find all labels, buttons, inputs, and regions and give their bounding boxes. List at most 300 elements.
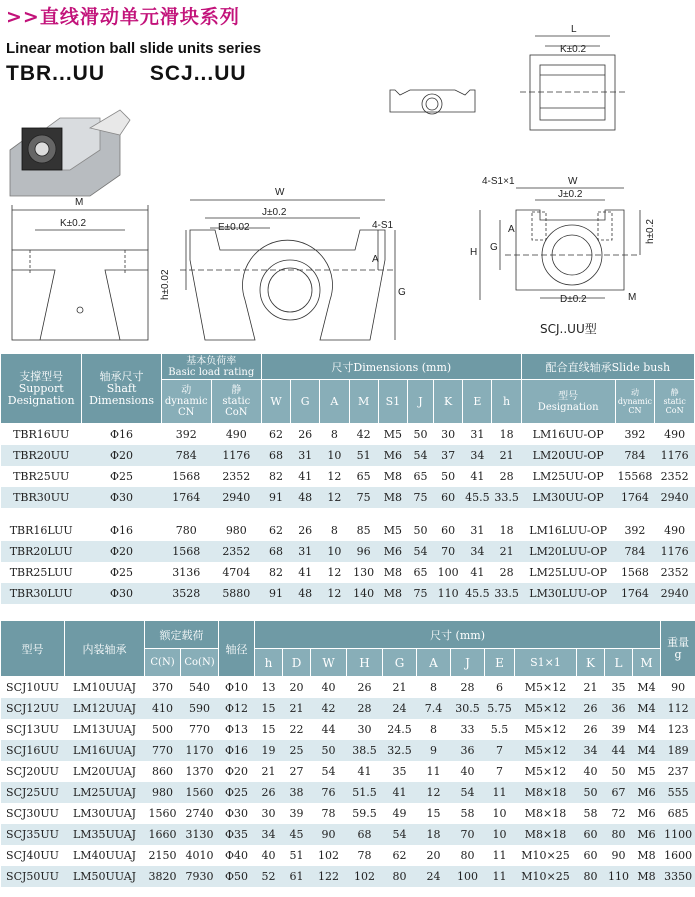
table-cell: SCJ25UU [1, 782, 65, 803]
table-cell: 48 [291, 583, 320, 604]
table-cell: 8 [417, 677, 451, 699]
load-en: Basic load rating [168, 366, 255, 378]
table-cell: M4 [633, 740, 661, 761]
table-cell: 62 [261, 424, 290, 446]
table-cell: 10 [320, 541, 349, 562]
dim-label-h-mid: h±0.02 [160, 269, 171, 300]
table-cell: 1176 [655, 445, 695, 466]
page-title-cn: >>直线滑动单元滑块系列 [6, 6, 240, 28]
table-cell: 100 [451, 866, 485, 887]
table-cell: 45.5 [463, 583, 492, 604]
table-cell: 21 [492, 541, 521, 562]
table-cell: 28 [492, 562, 521, 583]
col-A: A [320, 380, 349, 424]
table-cell: LM50UUAJ [65, 866, 145, 887]
table-cell: 2352 [655, 466, 695, 487]
table-cell: Φ16 [82, 520, 161, 541]
table-cell: Φ50 [219, 866, 255, 887]
drawing-tbr-middle [180, 200, 395, 340]
load-cn: 基本负荷率 [186, 355, 237, 367]
table-cell: 21 [283, 698, 311, 719]
table-cell: TBR30LUU [1, 583, 82, 604]
table-cell: M8×18 [515, 824, 577, 845]
table-cell: 12 [320, 562, 349, 583]
tbr-spec-table [0, 353, 695, 604]
table-cell: M4 [633, 719, 661, 740]
table-cell: SCJ13UU [1, 719, 65, 740]
table-cell: 102 [311, 845, 347, 866]
table-cell: LM16UUAJ [65, 740, 145, 761]
table-cell: 122 [311, 866, 347, 887]
drawing-top-front [390, 90, 475, 114]
dim-label-G-scj: G [490, 242, 498, 253]
page-title-en: Linear motion ball slide units series [6, 40, 262, 57]
col-bush-desig: 型号 Designation [521, 380, 615, 424]
table-cell: 61 [283, 866, 311, 887]
table-cell: 68 [261, 541, 290, 562]
table-cell: M8 [378, 562, 407, 583]
table-cell: 76 [311, 782, 347, 803]
table-cell: LM16UU-OP [521, 424, 615, 446]
table-cell: 36 [605, 698, 633, 719]
table-cell: 38.5 [347, 740, 383, 761]
table-cell: 54 [451, 782, 485, 803]
table-cell: 96 [349, 541, 378, 562]
table-cell: 12 [417, 782, 451, 803]
table-cell: 21 [255, 761, 283, 782]
table-row [1, 445, 695, 466]
table-row [1, 719, 695, 740]
dim-label-K-top: K±0.2 [560, 44, 587, 55]
table-cell: M5 [378, 424, 407, 446]
table-cell: Φ30 [219, 803, 255, 824]
table-row [1, 583, 695, 604]
table-cell: 15568 [615, 466, 655, 487]
col-support: 支撑型号 Support Designation [1, 354, 82, 424]
table-cell: 3130 [181, 824, 219, 845]
table-cell: 1568 [161, 466, 211, 487]
table-cell: 24 [417, 866, 451, 887]
table-cell: 100 [434, 562, 463, 583]
table-cell: 392 [161, 424, 211, 446]
dim-label-S1-scj: 4-S1×1 [482, 176, 515, 187]
table-cell: 50 [407, 424, 433, 446]
table-cell: 54 [407, 445, 433, 466]
table-cell: 26 [347, 677, 383, 699]
table-cell: LM10UUAJ [65, 677, 145, 699]
table-cell: 67 [605, 782, 633, 803]
table-cell: 37 [434, 445, 463, 466]
dim-label-S1-mid: 4-S1 [372, 220, 394, 231]
table-row [1, 782, 695, 803]
table-cell: 1568 [161, 541, 211, 562]
table-cell: 65 [407, 466, 433, 487]
table-cell: 35 [605, 677, 633, 699]
table-cell: 1100 [661, 824, 695, 845]
table-cell: M8 [378, 466, 407, 487]
dim-label-A-mid: A [372, 254, 379, 265]
table-cell: 2940 [655, 487, 695, 508]
table-cell: 2940 [655, 583, 695, 604]
table-cell: 45 [283, 824, 311, 845]
table-cell: SCJ10UU [1, 677, 65, 699]
table-cell: 11 [485, 782, 515, 803]
table-cell: SCJ35UU [1, 824, 65, 845]
table-cell: Φ30 [82, 583, 161, 604]
table-row [1, 824, 695, 845]
table-cell: 40 [577, 761, 605, 782]
table-cell: 80 [605, 824, 633, 845]
table-cell: 237 [661, 761, 695, 782]
table-cell: 50 [605, 761, 633, 782]
table-cell: 8 [417, 719, 451, 740]
table-cell: 555 [661, 782, 695, 803]
table-cell: 7 [485, 740, 515, 761]
table-cell: 35 [383, 761, 417, 782]
table-row [1, 424, 695, 446]
table-cell: 110 [605, 866, 633, 887]
table-cell: 34 [577, 740, 605, 761]
table-cell: 80 [577, 866, 605, 887]
table-cell: 102 [347, 866, 383, 887]
table-cell: 58 [451, 803, 485, 824]
table-cell: 21 [577, 677, 605, 699]
col2-K: K [577, 649, 605, 677]
table-cell: 33 [451, 719, 485, 740]
dim-label-E-mid: E±0.02 [218, 222, 250, 233]
table-cell: M5×12 [515, 719, 577, 740]
col2-shaft: 轴径 [219, 621, 255, 677]
table-cell: M6 [378, 541, 407, 562]
col-J: J [407, 380, 433, 424]
col2-c: C(N) [145, 649, 181, 677]
table-cell: 490 [211, 424, 261, 446]
table-cell: 1176 [211, 445, 261, 466]
table-cell: 12 [320, 466, 349, 487]
table-cell: 490 [655, 424, 695, 446]
table-cell: LM25UU-OP [521, 466, 615, 487]
table-cell: 770 [181, 719, 219, 740]
table-cell: 68 [347, 824, 383, 845]
table-cell: M5×12 [515, 740, 577, 761]
table-cell: LM16LUU-OP [521, 520, 615, 541]
dim-label-J-scj: J±0.2 [558, 189, 583, 200]
table-cell: 49 [383, 803, 417, 824]
table-row [1, 541, 695, 562]
table-cell: 28 [347, 698, 383, 719]
table-cell: 82 [261, 466, 290, 487]
table-cell: 2740 [181, 803, 219, 824]
table-cell: 10 [320, 445, 349, 466]
col2-dims: 尺寸 (mm) [255, 621, 661, 649]
table-cell: 58 [577, 803, 605, 824]
table-cell: 59.5 [347, 803, 383, 824]
table-cell: 68 [261, 445, 290, 466]
table-cell: 42 [349, 424, 378, 446]
table-cell: 540 [181, 677, 219, 699]
table-cell: 41 [383, 782, 417, 803]
col2-L: L [605, 649, 633, 677]
table-cell: M8×18 [515, 782, 577, 803]
table-cell: 21 [492, 445, 521, 466]
table-cell: 44 [311, 719, 347, 740]
table-cell: SCJ40UU [1, 845, 65, 866]
table-cell: 51 [283, 845, 311, 866]
product-photo [10, 110, 130, 196]
table-cell: 1764 [615, 487, 655, 508]
table-cell: 784 [615, 445, 655, 466]
table-cell: 24.5 [383, 719, 417, 740]
table-cell: 38 [283, 782, 311, 803]
table-cell: 31 [463, 520, 492, 541]
table-cell: 8 [320, 520, 349, 541]
table-cell: Φ40 [219, 845, 255, 866]
col-W: W [261, 380, 290, 424]
table-cell: TBR20LUU [1, 541, 82, 562]
table-cell: 90 [311, 824, 347, 845]
table-cell: Φ12 [219, 698, 255, 719]
table-cell: 21 [383, 677, 417, 699]
table-cell: 28 [492, 466, 521, 487]
table-cell: M5 [378, 520, 407, 541]
table-cell: SCJ16UU [1, 740, 65, 761]
table-cell: 90 [661, 677, 695, 699]
table-cell: 784 [161, 445, 211, 466]
table-cell: 45.5 [463, 487, 492, 508]
table-cell: 60 [577, 824, 605, 845]
col2-J: J [451, 649, 485, 677]
table-cell: 3820 [145, 866, 181, 887]
table-cell: 34 [463, 541, 492, 562]
table-cell: 34 [255, 824, 283, 845]
table-cell: 11 [485, 866, 515, 887]
table-cell: M8 [633, 845, 661, 866]
table-cell: LM30LUU-OP [521, 583, 615, 604]
dim-label-L: L [571, 24, 577, 35]
technical-drawings [0, 0, 695, 352]
table-cell: TBR16LUU [1, 520, 82, 541]
table-cell: LM25UUAJ [65, 782, 145, 803]
table-cell: 51.5 [347, 782, 383, 803]
table-cell: 75 [407, 487, 433, 508]
table-cell: 62 [261, 520, 290, 541]
table-cell: 54 [311, 761, 347, 782]
col2-S1: S1×1 [515, 649, 577, 677]
table-cell: LM20LUU-OP [521, 541, 615, 562]
table-cell: 1560 [181, 782, 219, 803]
table-cell: 5.5 [485, 719, 515, 740]
table-cell: 75 [407, 583, 433, 604]
table-row [1, 866, 695, 887]
table-cell: 1560 [145, 803, 181, 824]
table-cell: 20 [283, 677, 311, 699]
table-cell: 50 [311, 740, 347, 761]
table-cell: 85 [349, 520, 378, 541]
table-cell: 370 [145, 677, 181, 699]
table-cell: Φ25 [219, 782, 255, 803]
dim-label-G-mid: G [398, 287, 406, 298]
table-cell: 19 [255, 740, 283, 761]
col-shaft: 轴承尺寸 Shaft Dimensions [82, 354, 161, 424]
table-cell: 9 [417, 740, 451, 761]
table-cell: M6 [633, 803, 661, 824]
col-bush-dyn: 动 dynamic CN [615, 380, 655, 424]
table-cell: 41 [291, 562, 320, 583]
table-cell: 1568 [615, 562, 655, 583]
table-cell: 10 [485, 803, 515, 824]
model-tbr: TBR...UU [6, 62, 105, 85]
table-cell: 39 [283, 803, 311, 824]
table-cell: M6 [633, 824, 661, 845]
table-cell: 80 [451, 845, 485, 866]
table-cell: 392 [615, 520, 655, 541]
table-cell: LM20UU-OP [521, 445, 615, 466]
table-cell: M10×25 [515, 866, 577, 887]
col-E: E [463, 380, 492, 424]
table-cell: M4 [633, 698, 661, 719]
table-cell: 15 [417, 803, 451, 824]
dim-label-K-front: K±0.2 [60, 218, 87, 229]
table-row [1, 803, 695, 824]
table-cell: 7 [485, 761, 515, 782]
table-cell: 392 [615, 424, 655, 446]
col-load-group [161, 354, 261, 380]
col-dims-group: 尺寸Dimensions (mm) [261, 354, 521, 380]
table-cell: Φ16 [219, 740, 255, 761]
table-cell: 42 [311, 698, 347, 719]
table-cell: M5×12 [515, 677, 577, 699]
table-cell: 860 [145, 761, 181, 782]
table-cell: 5.75 [485, 698, 515, 719]
table-cell: 70 [451, 824, 485, 845]
table-cell: 15 [255, 719, 283, 740]
table-cell: 50 [434, 466, 463, 487]
table-cell: 41 [347, 761, 383, 782]
table-cell: Φ30 [82, 487, 161, 508]
col2-M: M [633, 649, 661, 677]
table-row [1, 677, 695, 699]
table-cell: 44 [605, 740, 633, 761]
table-cell: 20 [417, 845, 451, 866]
table-cell: 980 [211, 520, 261, 541]
table-cell: 6 [485, 677, 515, 699]
table-cell: 1764 [615, 583, 655, 604]
table-cell: 39 [605, 719, 633, 740]
table-cell: 41 [291, 466, 320, 487]
dim-label-H-scj: H [470, 247, 478, 258]
table-cell: Φ13 [219, 719, 255, 740]
table-cell: 11 [417, 761, 451, 782]
table-cell: 5880 [211, 583, 261, 604]
table-cell: 11 [485, 845, 515, 866]
table-cell: 7.4 [417, 698, 451, 719]
table-cell: M8 [633, 866, 661, 887]
table-cell: 189 [661, 740, 695, 761]
table-cell: M6 [378, 445, 407, 466]
table-cell: 13 [255, 677, 283, 699]
table-cell: 2940 [211, 487, 261, 508]
table-cell: 500 [145, 719, 181, 740]
table-cell: TBR25LUU [1, 562, 82, 583]
table-cell: 78 [311, 803, 347, 824]
table-row [1, 466, 695, 487]
table-cell: LM40UUAJ [65, 845, 145, 866]
drawing-scj [480, 188, 640, 300]
table-cell: Φ20 [82, 445, 161, 466]
table-cell: 140 [349, 583, 378, 604]
table-cell: M5 [633, 761, 661, 782]
table-cell: LM35UUAJ [65, 824, 145, 845]
table-row [1, 698, 695, 719]
dim-label-h-scj: h±0.2 [645, 219, 656, 244]
table-cell: M5×12 [515, 761, 577, 782]
col-S1: S1 [378, 380, 407, 424]
table-row [1, 761, 695, 782]
table-cell: 82 [261, 562, 290, 583]
table-cell: LM12UUAJ [65, 698, 145, 719]
table-cell: 41 [463, 562, 492, 583]
table-cell: 26 [255, 782, 283, 803]
table-cell: Φ25 [82, 466, 161, 487]
table-cell: 28 [451, 677, 485, 699]
col-dynamic: 动 dynamic CN [161, 380, 211, 424]
table-cell: 34 [463, 445, 492, 466]
table-cell: 41 [463, 466, 492, 487]
col-bush-group: 配合直线轴承Slide bush [521, 354, 694, 380]
table-cell: 50 [407, 520, 433, 541]
table-cell: M10×25 [515, 845, 577, 866]
table-cell: SCJ50UU [1, 866, 65, 887]
table-cell: 26 [291, 520, 320, 541]
table-cell: 770 [145, 740, 181, 761]
col2-G: G [383, 649, 417, 677]
model-scj: SCJ...UU [149, 62, 247, 85]
table-cell: 3528 [161, 583, 211, 604]
table-cell: 2352 [655, 562, 695, 583]
table-cell: 27 [283, 761, 311, 782]
table-cell: TBR25UU [1, 466, 82, 487]
col-G: G [291, 380, 320, 424]
table-cell: 54 [407, 541, 433, 562]
table-cell: 1170 [181, 740, 219, 761]
table-row [1, 562, 695, 583]
table-cell: 91 [261, 583, 290, 604]
table-cell: 26 [577, 698, 605, 719]
table-cell: M5×12 [515, 698, 577, 719]
table-cell: 65 [349, 466, 378, 487]
table-row [1, 487, 695, 508]
col2-H: H [347, 649, 383, 677]
table-cell: 1660 [145, 824, 181, 845]
table-cell: 30 [434, 424, 463, 446]
table-cell: 54 [383, 824, 417, 845]
table-cell: 3350 [661, 866, 695, 887]
dim-label-A-scj: A [508, 224, 515, 235]
col2-weight: 重量 g [661, 621, 695, 677]
col2-bearing: 内装轴承 [65, 621, 145, 677]
table-cell: 32.5 [383, 740, 417, 761]
table-cell: M4 [633, 677, 661, 699]
table-cell: 12 [320, 487, 349, 508]
col-M: M [349, 380, 378, 424]
table-row [1, 520, 695, 541]
table-cell: 980 [145, 782, 181, 803]
table-cell: 8 [320, 424, 349, 446]
table-row [1, 740, 695, 761]
table-cell: 50 [577, 782, 605, 803]
col2-D: D [283, 649, 311, 677]
table-cell: 65 [407, 562, 433, 583]
